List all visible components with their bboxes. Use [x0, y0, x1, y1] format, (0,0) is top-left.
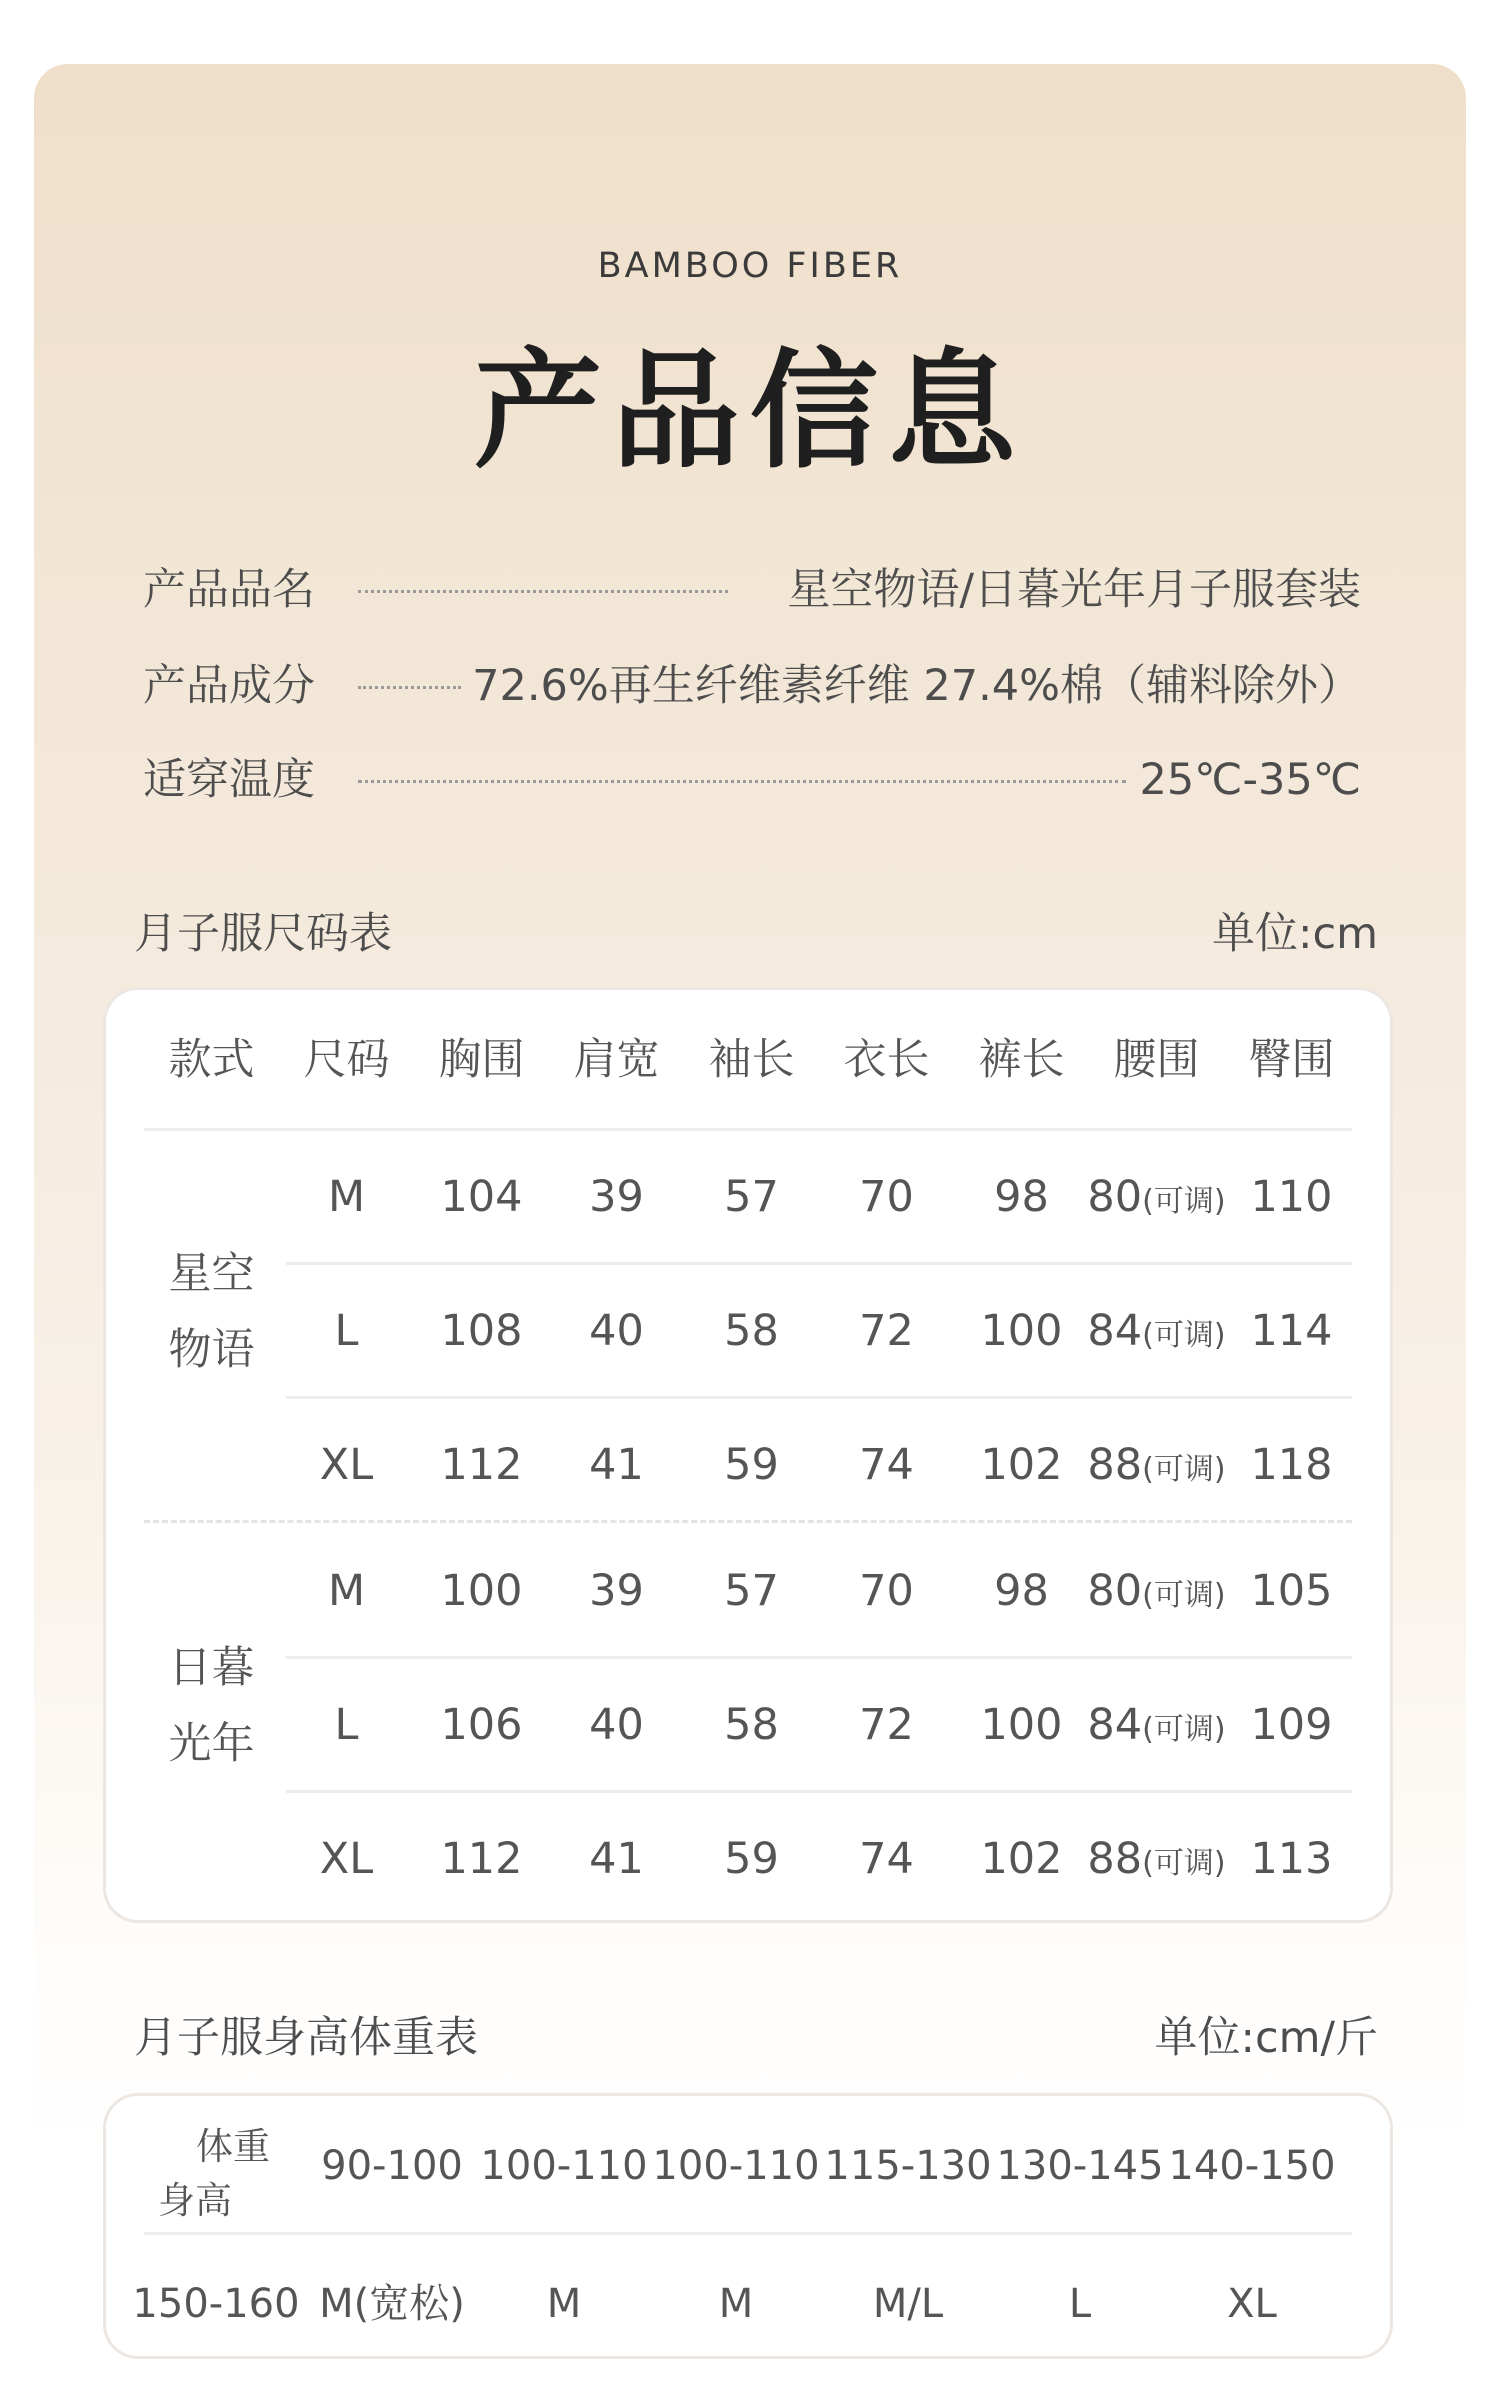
- weight-header: 140-150: [1168, 2143, 1336, 2189]
- info-value: 星空物语/日暮光年月子服套装: [787, 565, 1361, 615]
- header-length: 衣长: [843, 1035, 930, 1085]
- waist-value: 84: [1087, 1306, 1143, 1356]
- weight-header: 115-130: [824, 2143, 992, 2189]
- waist-value: 84: [1087, 1700, 1143, 1750]
- dotted-leader: [358, 686, 461, 689]
- pants-cell: 102: [980, 1834, 1063, 1884]
- adjustable-note: (可调): [1142, 1452, 1226, 1487]
- sleeve-cell: 58: [724, 1700, 779, 1750]
- size-cell: L: [1068, 2281, 1092, 2327]
- sleeve-cell: 57: [724, 1566, 779, 1616]
- header-size: 尺码: [303, 1035, 390, 1085]
- waist-value: 88: [1087, 1440, 1143, 1490]
- pants-cell: 100: [980, 1700, 1063, 1750]
- chest-cell: 106: [440, 1700, 523, 1750]
- size-cell: M/L: [872, 2281, 944, 2327]
- waist-cell: [1084, 1658, 1229, 1792]
- group-divider: [144, 1520, 1352, 1523]
- dotted-leader: [358, 780, 1126, 783]
- size-cell: L: [334, 1700, 359, 1750]
- header-shoulder: 肩宽: [573, 1035, 660, 1085]
- style-name: 光年: [168, 1719, 255, 1769]
- header-hip: 臀围: [1248, 1035, 1335, 1085]
- length-cell: 70: [859, 1172, 914, 1222]
- size-cell: M: [327, 1566, 366, 1616]
- header-waist: 腰围: [1113, 1035, 1200, 1085]
- size-table-unit: 单位:cm: [1211, 909, 1378, 959]
- sleeve-cell: 58: [724, 1306, 779, 1356]
- info-label: 产品成分: [143, 661, 315, 711]
- waist-cell: [1084, 1524, 1229, 1658]
- shoulder-cell: 39: [589, 1172, 644, 1222]
- pants-cell: 98: [994, 1172, 1049, 1222]
- pants-cell: 100: [980, 1306, 1063, 1356]
- header-sleeve: 袖长: [708, 1035, 795, 1085]
- hip-cell: 118: [1250, 1440, 1333, 1490]
- adjustable-note: (可调): [1142, 1712, 1226, 1747]
- corner-weight-label: 体重: [196, 2125, 270, 2168]
- chest-cell: 104: [440, 1172, 523, 1222]
- dotted-leader: [358, 590, 728, 593]
- waist-value: 80: [1087, 1172, 1143, 1222]
- eyebrow-text: BAMBOO FIBER: [597, 246, 903, 286]
- size-cell: M: [718, 2281, 754, 2327]
- shoulder-cell: 41: [589, 1834, 644, 1884]
- chest-cell: 112: [440, 1440, 523, 1490]
- info-row-temperature: [143, 750, 1361, 810]
- waist-cell: [1084, 1130, 1229, 1264]
- hip-cell: 114: [1250, 1306, 1333, 1356]
- size-cell: XL: [319, 1440, 374, 1490]
- header-pants: 裤长: [978, 1035, 1065, 1085]
- waist-cell: [1084, 1398, 1229, 1532]
- hip-cell: 110: [1250, 1172, 1333, 1222]
- header-style: 款式: [168, 1035, 255, 1085]
- page-title: 产品信息: [473, 337, 1026, 486]
- weight-table-unit: 单位:cm/斤: [1154, 2013, 1378, 2063]
- info-value: 25℃-35℃: [1139, 755, 1361, 805]
- size-cell: XL: [319, 1834, 374, 1884]
- adjustable-note: (可调): [1142, 1184, 1226, 1219]
- weight-table-card: [106, 2096, 1390, 2356]
- info-row-name: [143, 560, 1361, 620]
- size-cell: M: [327, 1172, 366, 1222]
- size-cell: M: [546, 2281, 582, 2327]
- shoulder-cell: 40: [589, 1700, 644, 1750]
- style-name: 星空: [168, 1249, 255, 1299]
- shoulder-cell: 39: [589, 1566, 644, 1616]
- info-row-composition: [143, 656, 1361, 716]
- length-cell: 72: [859, 1700, 914, 1750]
- corner-height-label: 身高: [158, 2179, 232, 2222]
- waist-cell: [1084, 1792, 1229, 1926]
- divider: [144, 2232, 1352, 2235]
- waist-value: 80: [1087, 1566, 1143, 1616]
- info-value: 72.6%再生纤维素纤维 27.4%棉（辅料除外）: [472, 661, 1361, 711]
- size-table-card: [106, 990, 1390, 1920]
- size-cell: L: [334, 1306, 359, 1356]
- chest-cell: 108: [440, 1306, 523, 1356]
- shoulder-cell: 41: [589, 1440, 644, 1490]
- size-table-title: 月子服尺码表: [134, 909, 392, 959]
- chest-cell: 100: [440, 1566, 523, 1616]
- weight-table-title: 月子服身高体重表: [134, 2013, 478, 2063]
- style-name: 物语: [168, 1325, 255, 1375]
- length-cell: 74: [859, 1440, 914, 1490]
- hip-cell: 109: [1250, 1700, 1333, 1750]
- length-cell: 70: [859, 1566, 914, 1616]
- chest-cell: 112: [440, 1834, 523, 1884]
- sleeve-cell: 59: [724, 1440, 779, 1490]
- pants-cell: 102: [980, 1440, 1063, 1490]
- height-cell: 150-160: [132, 2281, 300, 2327]
- sleeve-cell: 59: [724, 1834, 779, 1884]
- weight-header: 90-100: [321, 2143, 463, 2189]
- size-cell: M(宽松): [319, 2281, 465, 2327]
- size-cell: XL: [1227, 2281, 1277, 2327]
- style-name: 日暮: [168, 1643, 255, 1693]
- adjustable-note: (可调): [1142, 1578, 1226, 1613]
- info-label: 产品品名: [143, 565, 315, 615]
- weight-header: 100-110: [652, 2143, 820, 2189]
- waist-cell: [1084, 1264, 1229, 1398]
- weight-header: 130-145: [996, 2143, 1164, 2189]
- weight-header: 100-110: [480, 2143, 648, 2189]
- hip-cell: 113: [1250, 1834, 1333, 1884]
- length-cell: 72: [859, 1306, 914, 1356]
- adjustable-note: (可调): [1142, 1318, 1226, 1353]
- header-chest: 胸围: [438, 1035, 525, 1085]
- adjustable-note: (可调): [1142, 1846, 1226, 1881]
- waist-value: 88: [1087, 1834, 1143, 1884]
- info-label: 适穿温度: [143, 755, 315, 805]
- length-cell: 74: [859, 1834, 914, 1884]
- shoulder-cell: 40: [589, 1306, 644, 1356]
- hip-cell: 105: [1250, 1566, 1333, 1616]
- pants-cell: 98: [994, 1566, 1049, 1616]
- sleeve-cell: 57: [724, 1172, 779, 1222]
